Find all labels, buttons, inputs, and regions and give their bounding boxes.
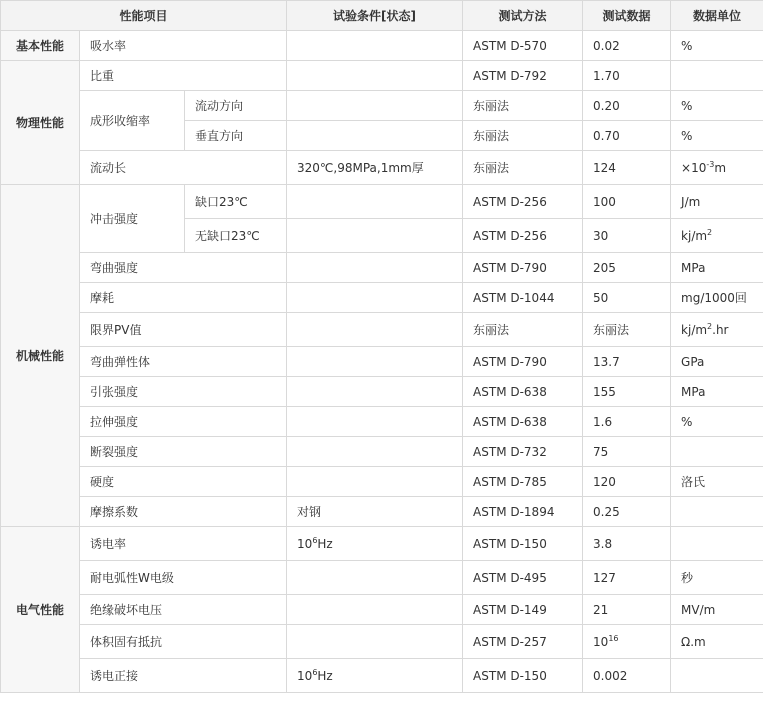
method-cell: ASTM D-638 bbox=[463, 377, 583, 407]
value-cell: 30 bbox=[583, 219, 671, 253]
method-cell: 东丽法 bbox=[463, 121, 583, 151]
unit-tail: m bbox=[714, 160, 727, 175]
category-mechanical: 机械性能 bbox=[1, 185, 80, 527]
item-cell: 体积固有抵抗 bbox=[80, 625, 287, 659]
method-cell: ASTM D-732 bbox=[463, 437, 583, 467]
value-cell: 155 bbox=[583, 377, 671, 407]
unit-cell: % bbox=[671, 407, 763, 437]
condition-cell bbox=[287, 253, 463, 283]
value-cell: 124 bbox=[583, 151, 671, 185]
condition-tail: Hz bbox=[317, 536, 333, 551]
item-cell: 绝缘破坏电压 bbox=[80, 595, 287, 625]
condition-tail: Hz bbox=[317, 668, 333, 683]
item-cell: 引张强度 bbox=[80, 377, 287, 407]
value-cell: 0.25 bbox=[583, 497, 671, 527]
condition-base: 10 bbox=[297, 668, 313, 683]
value-cell: 3.8 bbox=[583, 527, 671, 561]
value-cell: 0.70 bbox=[583, 121, 671, 151]
unit-cell bbox=[671, 61, 763, 91]
method-cell: ASTM D-149 bbox=[463, 595, 583, 625]
unit-cell: % bbox=[671, 91, 763, 121]
value-cell: 205 bbox=[583, 253, 671, 283]
table-row bbox=[1, 151, 763, 185]
unit-cell bbox=[671, 437, 763, 467]
subitem-cell: 垂直方向 bbox=[185, 121, 287, 151]
unit-exponent: 2 bbox=[707, 227, 713, 237]
method-cell: ASTM D-256 bbox=[463, 185, 583, 219]
unit-cell: MV/m bbox=[671, 595, 763, 625]
header-unit: 数据单位 bbox=[671, 1, 763, 31]
condition-cell bbox=[287, 347, 463, 377]
unit-cell bbox=[671, 497, 763, 527]
header-data: 测试数据 bbox=[583, 1, 671, 31]
item-cell: 流动长 bbox=[80, 151, 287, 185]
item-cell: 摩耗 bbox=[80, 283, 287, 313]
method-cell: 东丽法 bbox=[463, 313, 583, 347]
subitem-cell: 缺口23℃ bbox=[185, 185, 287, 219]
unit-cell: mg/1000回 bbox=[671, 283, 763, 313]
unit-cell: GPa bbox=[671, 347, 763, 377]
method-cell: 东丽法 bbox=[463, 151, 583, 185]
method-cell: ASTM D-785 bbox=[463, 467, 583, 497]
condition-cell bbox=[287, 219, 463, 253]
condition-cell bbox=[287, 61, 463, 91]
value-cell: 0.02 bbox=[583, 31, 671, 61]
table-row bbox=[1, 527, 763, 561]
item-cell: 诱电率 bbox=[80, 527, 287, 561]
value-base: 10 bbox=[593, 634, 609, 649]
unit-base: ×10 bbox=[681, 160, 707, 175]
value-cell: 东丽法 bbox=[583, 313, 671, 347]
condition-cell bbox=[287, 437, 463, 467]
method-cell: ASTM D-792 bbox=[463, 61, 583, 91]
method-cell: ASTM D-257 bbox=[463, 625, 583, 659]
condition-cell bbox=[287, 527, 463, 561]
unit-exponent: 2 bbox=[707, 321, 713, 331]
unit-cell: % bbox=[671, 121, 763, 151]
value-cell: 21 bbox=[583, 595, 671, 625]
table-row bbox=[1, 659, 763, 693]
subitem-cell: 流动方向 bbox=[185, 91, 287, 121]
item-cell: 弯曲弹性体 bbox=[80, 347, 287, 377]
condition-cell bbox=[287, 407, 463, 437]
table-row bbox=[1, 497, 763, 527]
header-row bbox=[1, 1, 763, 31]
unit-cell bbox=[671, 659, 763, 693]
condition-cell bbox=[287, 467, 463, 497]
category-physical: 物理性能 bbox=[1, 61, 80, 185]
condition-cell bbox=[287, 561, 463, 595]
method-cell: ASTM D-1894 bbox=[463, 497, 583, 527]
condition-cell bbox=[287, 659, 463, 693]
header-item: 性能项目 bbox=[1, 1, 287, 31]
value-cell: 0.002 bbox=[583, 659, 671, 693]
unit-base: kj/m bbox=[681, 228, 708, 243]
unit-cell bbox=[671, 527, 763, 561]
unit-cell bbox=[671, 151, 763, 185]
condition-cell bbox=[287, 313, 463, 347]
unit-cell: J/m bbox=[671, 185, 763, 219]
item-cell: 硬度 bbox=[80, 467, 287, 497]
unit-cell: MPa bbox=[671, 253, 763, 283]
condition-exponent: 6 bbox=[312, 535, 318, 545]
unit-tail: .hr bbox=[712, 322, 729, 337]
item-cell: 比重 bbox=[80, 61, 287, 91]
table-row bbox=[1, 253, 763, 283]
value-cell: 13.7 bbox=[583, 347, 671, 377]
value-cell: 50 bbox=[583, 283, 671, 313]
condition-cell bbox=[287, 91, 463, 121]
value-cell: 120 bbox=[583, 467, 671, 497]
item-cell: 限界PV值 bbox=[80, 313, 287, 347]
condition-cell bbox=[287, 625, 463, 659]
condition-cell bbox=[287, 31, 463, 61]
item-cell: 耐电弧性W电级 bbox=[80, 561, 287, 595]
table-row bbox=[1, 313, 763, 347]
method-cell: ASTM D-570 bbox=[463, 31, 583, 61]
value-cell: 100 bbox=[583, 185, 671, 219]
unit-cell bbox=[671, 219, 763, 253]
item-cell: 诱电正接 bbox=[80, 659, 287, 693]
table-row bbox=[1, 407, 763, 437]
condition-cell: 对钢 bbox=[287, 497, 463, 527]
condition-cell bbox=[287, 595, 463, 625]
table-row bbox=[1, 347, 763, 377]
table-row bbox=[1, 91, 763, 121]
table-row bbox=[1, 625, 763, 659]
value-cell: 1.6 bbox=[583, 407, 671, 437]
method-cell: ASTM D-150 bbox=[463, 659, 583, 693]
value-cell: 0.20 bbox=[583, 91, 671, 121]
group-shrinkage: 成形收缩率 bbox=[80, 91, 185, 151]
condition-cell: 320℃,98MPa,1mm厚 bbox=[287, 151, 463, 185]
table-row bbox=[1, 283, 763, 313]
condition-exponent: 6 bbox=[312, 667, 318, 677]
unit-cell: 秒 bbox=[671, 561, 763, 595]
unit-cell bbox=[671, 313, 763, 347]
table-row bbox=[1, 437, 763, 467]
group-impact: 冲击强度 bbox=[80, 185, 185, 253]
condition-cell bbox=[287, 283, 463, 313]
value-cell bbox=[583, 625, 671, 659]
method-cell: ASTM D-1044 bbox=[463, 283, 583, 313]
unit-base: kj/m bbox=[681, 322, 708, 337]
unit-exponent: -3 bbox=[706, 159, 715, 169]
category-basic: 基本性能 bbox=[1, 31, 80, 61]
header-conditions: 试验条件[状态] bbox=[287, 1, 463, 31]
subitem-cell: 无缺口23℃ bbox=[185, 219, 287, 253]
unit-cell: Ω.m bbox=[671, 625, 763, 659]
unit-cell: 洛氏 bbox=[671, 467, 763, 497]
method-cell: ASTM D-790 bbox=[463, 347, 583, 377]
value-cell: 75 bbox=[583, 437, 671, 467]
table-row bbox=[1, 377, 763, 407]
category-electrical: 电气性能 bbox=[1, 527, 80, 693]
condition-cell bbox=[287, 185, 463, 219]
table-row bbox=[1, 185, 763, 219]
method-cell: 东丽法 bbox=[463, 91, 583, 121]
method-cell: ASTM D-495 bbox=[463, 561, 583, 595]
value-exponent: 16 bbox=[608, 633, 619, 643]
header-method: 测试方法 bbox=[463, 1, 583, 31]
item-cell: 拉伸强度 bbox=[80, 407, 287, 437]
item-cell: 弯曲强度 bbox=[80, 253, 287, 283]
value-cell: 127 bbox=[583, 561, 671, 595]
table-row bbox=[1, 561, 763, 595]
item-cell: 吸水率 bbox=[80, 31, 287, 61]
method-cell: ASTM D-150 bbox=[463, 527, 583, 561]
table-row bbox=[1, 61, 763, 91]
table-row bbox=[1, 31, 763, 61]
condition-cell bbox=[287, 121, 463, 151]
method-cell: ASTM D-638 bbox=[463, 407, 583, 437]
unit-cell: MPa bbox=[671, 377, 763, 407]
method-cell: ASTM D-256 bbox=[463, 219, 583, 253]
table-row bbox=[1, 467, 763, 497]
condition-cell bbox=[287, 377, 463, 407]
unit-cell: % bbox=[671, 31, 763, 61]
table-row bbox=[1, 595, 763, 625]
condition-base: 10 bbox=[297, 536, 313, 551]
item-cell: 摩擦系数 bbox=[80, 497, 287, 527]
method-cell: ASTM D-790 bbox=[463, 253, 583, 283]
item-cell: 断裂强度 bbox=[80, 437, 287, 467]
value-cell: 1.70 bbox=[583, 61, 671, 91]
